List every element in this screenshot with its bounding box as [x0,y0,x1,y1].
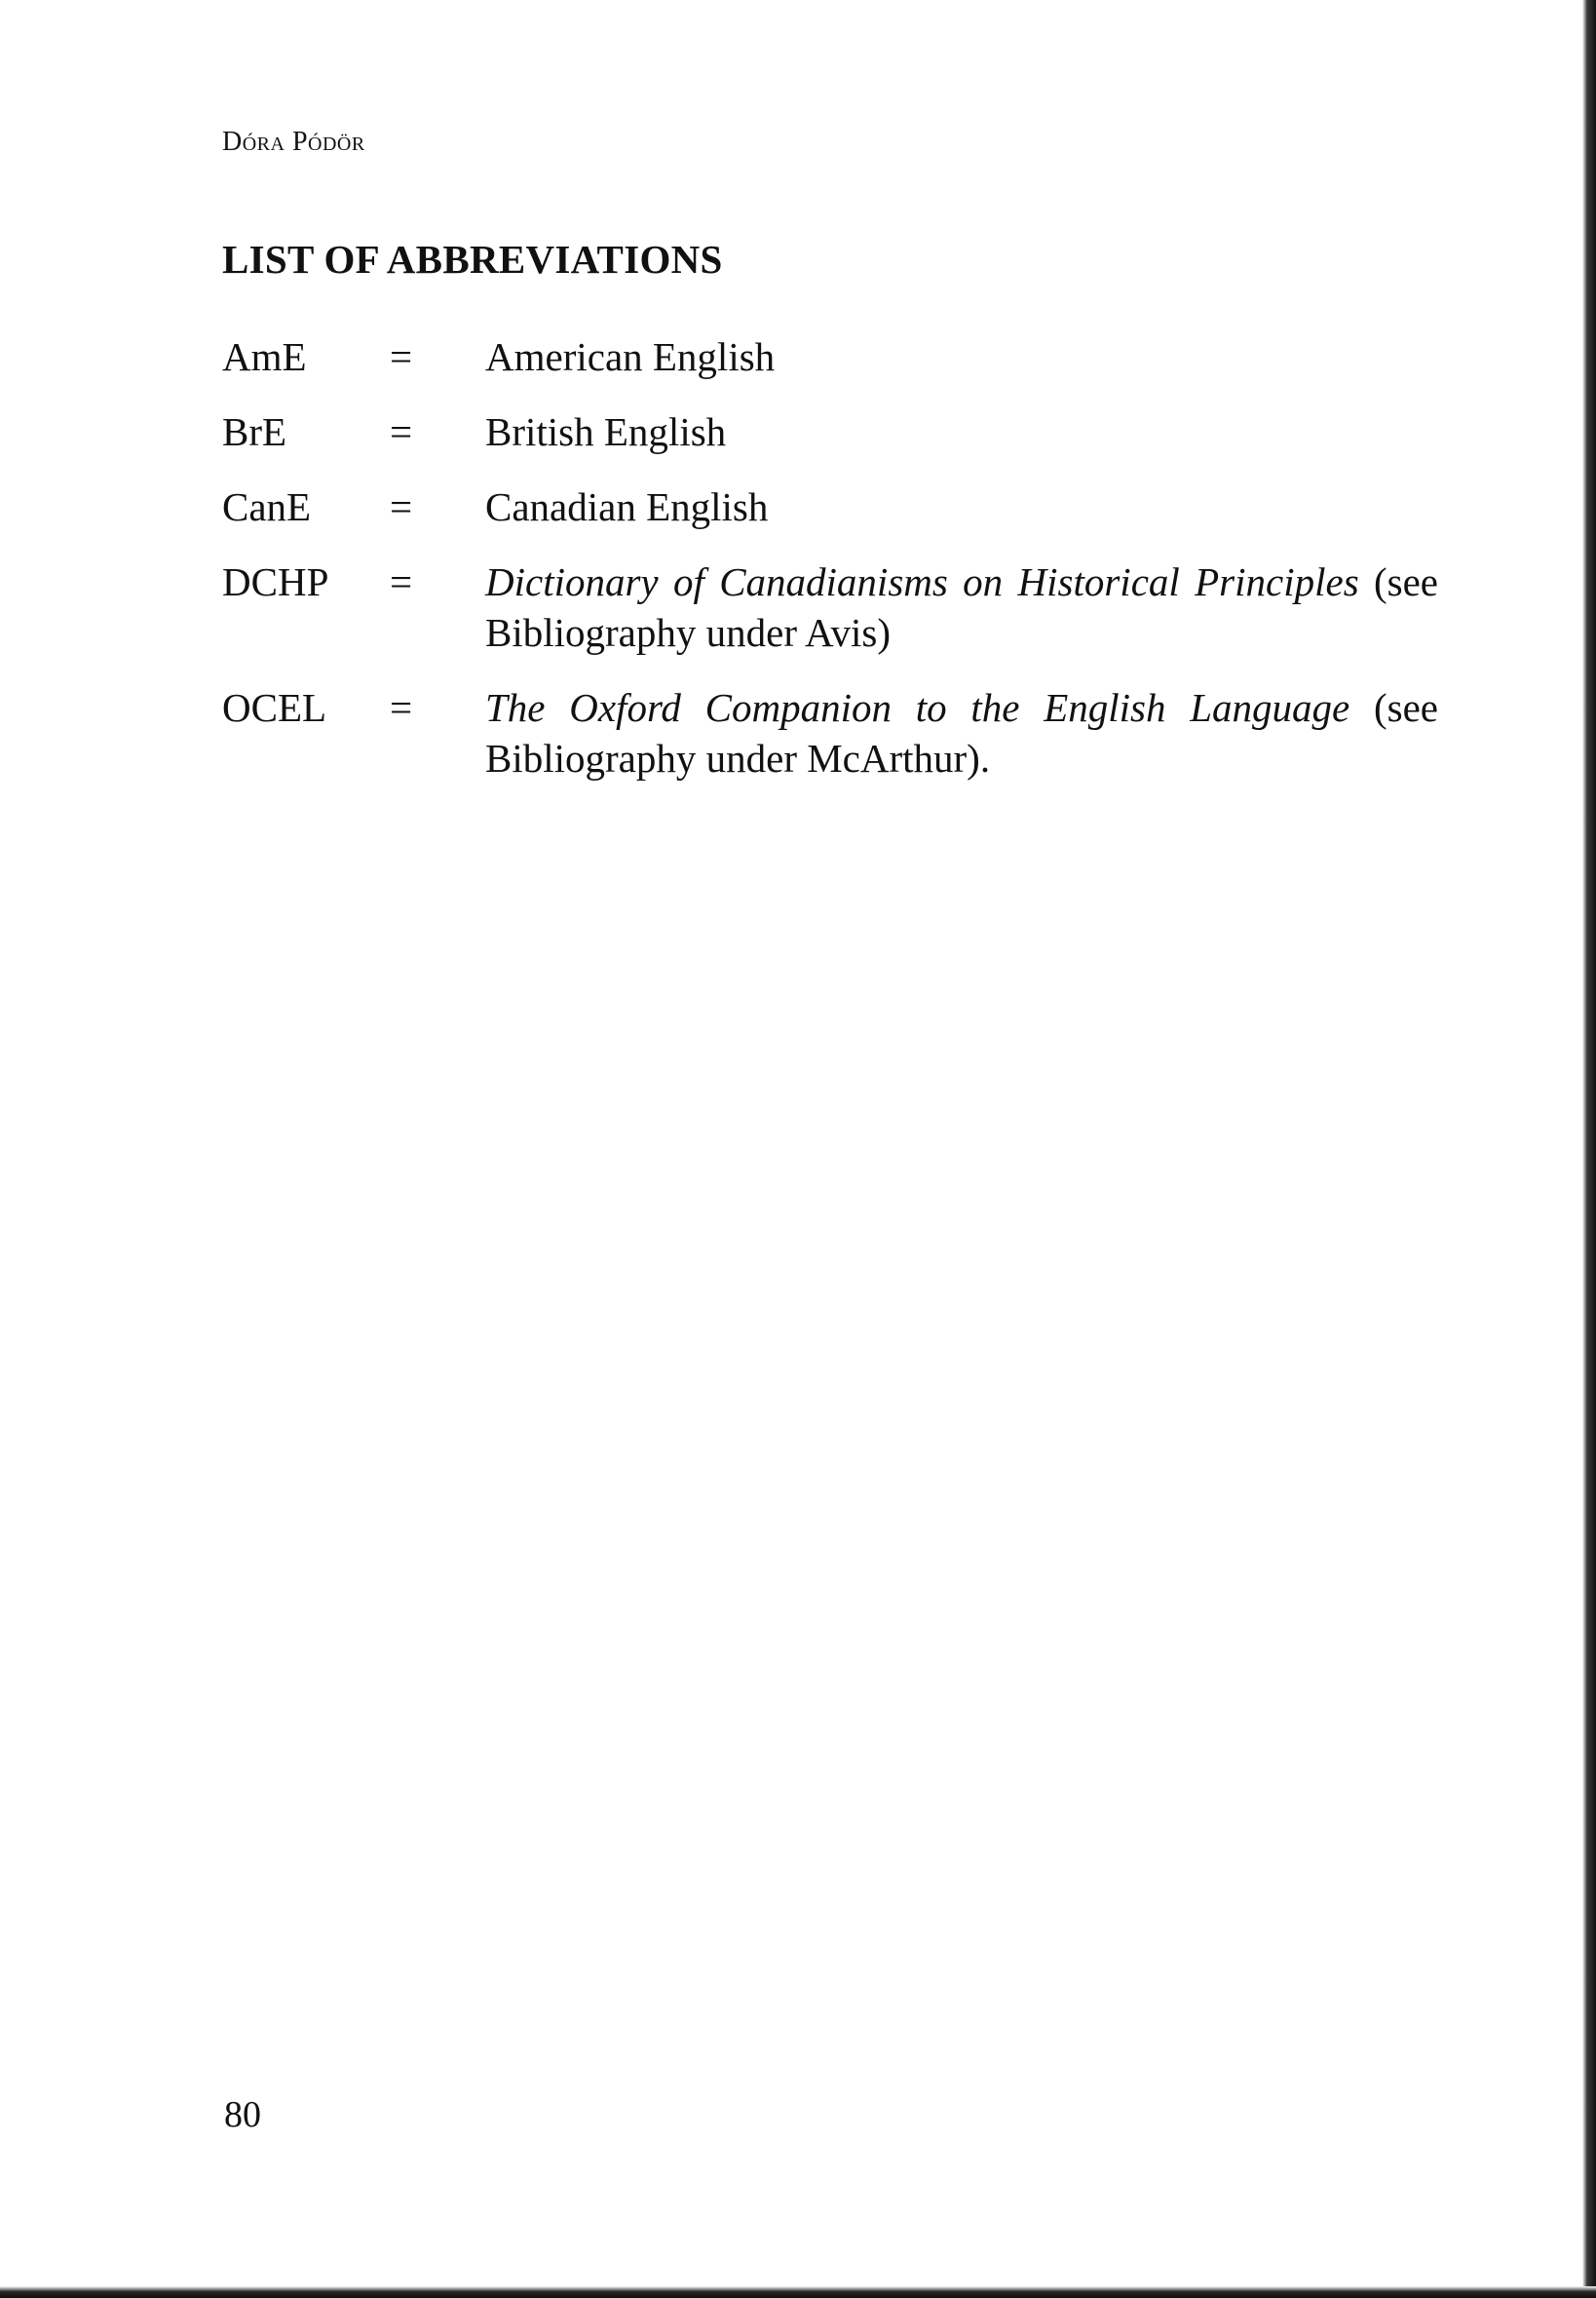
abbreviation-term: BrE [222,409,287,454]
abbreviation-list [222,331,1438,808]
equals-sign: = [390,334,413,379]
abbreviation-row-ame [222,331,1438,382]
abbreviation-definition: Canadian English [485,484,769,529]
definition-note: (see Bibliography under Avis) [485,559,1438,655]
scan-edge-bottom [0,2286,1596,2298]
abbreviation-term: CanE [222,484,312,529]
running-head: Dóra Pódör [222,127,365,157]
scan-edge-right [1582,0,1596,2298]
abbreviation-row-bre [222,406,1438,457]
work-title: The Oxford Companion to the English Language [485,685,1350,730]
abbreviation-term: DCHP [222,559,329,604]
abbreviation-definition [485,556,1438,658]
equals-sign: = [390,559,413,604]
abbreviation-row-cane [222,481,1438,532]
definition-note: (see Bibliography under McArthur). [485,685,1438,781]
abbreviation-row-dchp [222,556,1438,658]
work-title: Dictionary of Canadianisms on Historical Principles [485,559,1359,604]
equals-sign: = [390,409,413,454]
page-number: 80 [224,2094,261,2135]
section-title: LIST OF ABBREVIATIONS [222,237,723,282]
abbreviation-term: OCEL [222,685,327,730]
abbreviation-row-ocel [222,682,1438,784]
abbreviation-definition [485,682,1438,784]
abbreviation-term: AmE [222,334,307,379]
equals-sign: = [390,685,413,730]
abbreviation-definition: American English [485,334,776,379]
equals-sign: = [390,484,413,529]
abbreviation-definition: British English [485,409,727,454]
